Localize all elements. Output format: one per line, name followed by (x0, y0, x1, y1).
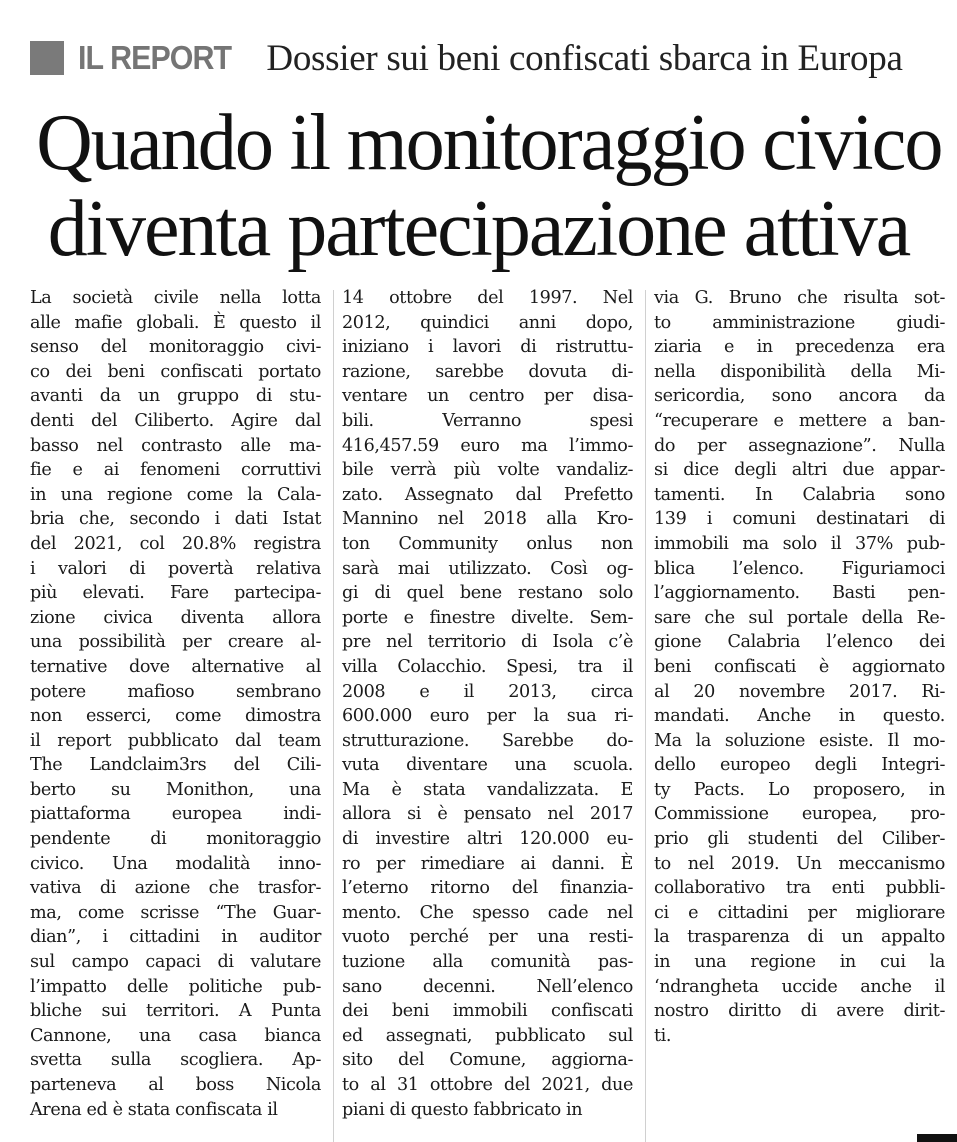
article-line: ziaria e in precedenza era (654, 337, 945, 358)
article-line: non esserci, come dimostra (30, 706, 321, 727)
article-line: zato. Assegnato dal Prefetto (342, 484, 633, 505)
article-line: piani di questo fabbricato in (342, 1099, 583, 1120)
article-line: Commissione europea, pro- (654, 804, 945, 825)
article-line: villa Colacchio. Spesi, tra il (342, 656, 633, 677)
article-line: tuzione alla comunità pas- (342, 952, 633, 973)
article-line: La società civile nella lotta (30, 288, 321, 308)
article-line: 2012, quindici anni dopo, (342, 312, 633, 333)
article-line: Ma la soluzione esiste. Il mo- (654, 730, 945, 751)
article-line: in una regione in cui la (654, 952, 945, 973)
headline (26, 99, 942, 273)
headline-line-2: diventa partecipazione attiva (47, 185, 910, 273)
article-line: collaborativo tra enti pubbli- (654, 878, 945, 899)
article-line: gi di quel bene restano solo (342, 583, 633, 604)
article-line: ti. (654, 1025, 672, 1046)
article-line: sarà mai utilizzato. Così og- (342, 558, 633, 579)
article-line: pendente di monitoraggio (30, 829, 321, 850)
kicker-square-icon (30, 41, 64, 75)
article-line: to al 31 ottobre del 2021, due (342, 1075, 633, 1095)
article-line: 14 ottobre del 1997. Nel (342, 288, 633, 308)
article-line: Mannino nel 2018 alla Kro- (342, 509, 633, 530)
article-line: dian”, i cittadini in auditor (30, 927, 321, 948)
kicker-subtitle: Dossier sui beni confiscati sbarca in Europa (266, 37, 903, 79)
article-line: sano decenni. Nell’elenco (342, 976, 633, 997)
article-line: dello europeo degli Integri- (654, 755, 945, 776)
section-label: IL REPORT (78, 39, 232, 76)
article-line: ro per rimediare ai danni. È (342, 853, 633, 874)
article-line: 2008 e il 2013, circa (342, 681, 633, 702)
article-line: bliche sui territori. A Punta (30, 1001, 321, 1022)
article-line: 600.000 euro per la sua ri- (342, 706, 633, 727)
article-line: avanti da un gruppo di stu- (30, 386, 321, 407)
article-line: più elevati. Fare partecipa- (30, 583, 321, 604)
article-line: sare che sul portale della Re- (654, 607, 945, 628)
article-line: ty Pacts. Lo proposero, in (654, 779, 945, 800)
article-line: bili. Verranno spesi (342, 410, 633, 431)
article-line: beni confiscati è aggiornato (654, 656, 945, 677)
article-line: ternative dove alternative al (30, 656, 321, 677)
article-line: vuta diventare una scuola. (342, 755, 633, 776)
article-line: una possibilità per creare al- (30, 632, 321, 653)
article-line: fie e ai fenomeni corruttivi (30, 460, 321, 481)
article-line: alle mafie globali. È questo il (30, 312, 321, 333)
article-line: svetta sulla scogliera. Ap- (30, 1050, 321, 1071)
article-line: gione Calabria l’elenco dei (654, 632, 945, 653)
article-line: l’eterno ritorno del finanzia- (342, 878, 633, 899)
article-line: prio gli studenti del Ciliber- (654, 829, 945, 850)
article-line: sericordia, sono ancora da (654, 386, 945, 407)
kicker (30, 30, 903, 86)
article-line: 416,457.59 euro ma l’immo- (342, 435, 633, 456)
article-line: in una regione come la Cala- (30, 484, 321, 505)
article-line: l’aggiornamento. Basti pen- (654, 583, 945, 604)
article-column-1 (30, 286, 321, 1122)
article-line: via G. Bruno che risulta sot- (654, 288, 945, 308)
article-line: dei beni immobili confiscati (342, 1001, 633, 1022)
article-line: nella disponibilità della Mi- (654, 361, 945, 382)
article-line: tamenti. In Calabria sono (654, 484, 945, 505)
article-line: ‘ndrangheta uccide anche il (654, 976, 945, 997)
corner-mark (917, 1134, 957, 1142)
article-line: pre nel territorio di Isola c’è (342, 632, 633, 653)
article-line: allora si è pensato nel 2017 (342, 804, 633, 825)
article-line: nostro diritto di avere dirit- (654, 1001, 945, 1022)
article-line: parteneva al boss Nicola (30, 1075, 321, 1095)
article-line: mandati. Anche in questo. (654, 706, 945, 727)
article-line: berto su Monithon, una (30, 779, 321, 800)
article-line: blica l’elenco. Figuriamoci (654, 558, 945, 579)
article-body (30, 286, 945, 1142)
article-line: Cannone, una casa bianca (30, 1025, 321, 1046)
article-line: strutturazione. Sarebbe do- (342, 730, 633, 751)
article-line: senso del monitoraggio civi- (30, 337, 321, 358)
article-line: ma, come scrisse “The Guar- (30, 902, 321, 923)
article-line: do per assegnazione”. Nulla (654, 435, 945, 456)
article-line: to amministrazione giudi- (654, 312, 945, 333)
article-line: iniziano i lavori di ristruttu- (342, 337, 633, 358)
article-line: il report pubblicato dal team (30, 730, 321, 751)
article-line: vativa di azione che trasfor- (30, 878, 321, 899)
article-line: sito del Comune, aggiorna- (342, 1050, 633, 1071)
article-line: del 2021, col 20.8% registra (30, 533, 321, 554)
article-column-3 (654, 286, 945, 1048)
article-line: bria che, secondo i dati Istat (30, 509, 321, 530)
article-line: basso nel contrasto alle ma- (30, 435, 321, 456)
headline-line-1: Quando il monitoraggio civico (36, 99, 942, 187)
article-line: ventare un centro per disa- (342, 386, 633, 407)
article-line: co dei beni confiscati portato (30, 361, 321, 382)
article-line: Ma è stata vandalizzata. E (342, 779, 633, 800)
article-line: zione civica diventa allora (30, 607, 321, 628)
article-line: mento. Che spesso cade nel (342, 902, 633, 923)
article-line: civico. Una modalità inno- (30, 853, 321, 874)
article-line: di investire altri 120.000 eu- (342, 829, 633, 850)
article-line: ed assegnati, pubblicato sul (342, 1025, 633, 1046)
article-line: ci e cittadini per migliorare (654, 902, 945, 923)
article-column-2 (342, 286, 633, 1122)
article-line: potere mafioso sembrano (30, 681, 321, 702)
article-line: sul campo capaci di valutare (30, 952, 321, 973)
article-line: to nel 2019. Un meccanismo (654, 853, 945, 874)
article-line: 139 i comuni destinatari di (654, 509, 945, 530)
article-line: denti del Ciliberto. Agire dal (30, 410, 321, 431)
article-line: porte e finestre divelte. Sem- (342, 607, 633, 628)
article-line: la trasparenza di un appalto (654, 927, 945, 948)
article-line: razione, sarebbe dovuta di- (342, 361, 633, 382)
article-line: vuoto perché per una resti- (342, 927, 633, 948)
article-line: The Landclaim3rs del Cili- (30, 755, 321, 776)
article-line: si dice degli altri due appar- (654, 460, 945, 481)
article-line: al 20 novembre 2017. Ri- (654, 681, 945, 702)
article-line: Arena ed è stata confiscata il (30, 1099, 278, 1120)
article-line: l’impatto delle politiche pub- (30, 976, 321, 997)
article-line: ton Community onlus non (342, 533, 633, 554)
article-line: immobili ma solo il 37% pub- (654, 533, 945, 554)
article-line: piattaforma europea indi- (30, 804, 321, 825)
article-line: bile verrà più volte vandaliz- (342, 460, 633, 481)
article-line: “recuperare e mettere a ban- (654, 410, 945, 431)
article-line: i valori di povertà relativa (30, 558, 321, 579)
